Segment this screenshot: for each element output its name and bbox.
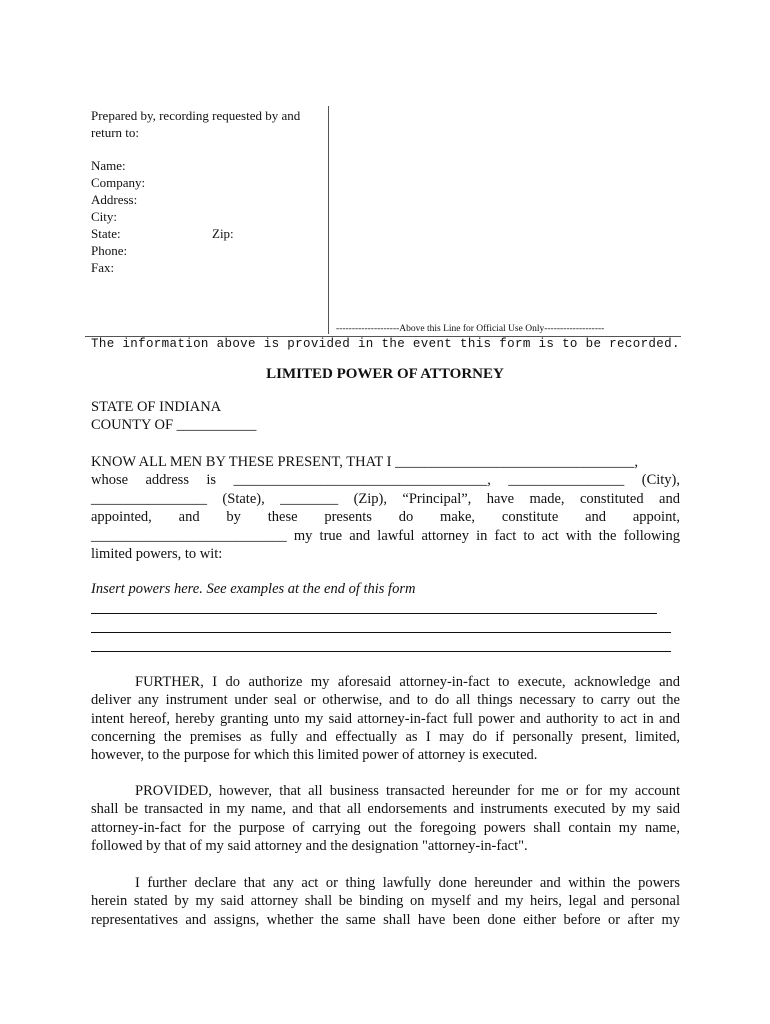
prepared-by-line1: Prepared by, recording requested by and — [91, 108, 301, 123]
field-state: State: — [91, 226, 121, 241]
contact-fields — [91, 157, 145, 276]
provided-line-3: attorney-in-fact for the purpose of carrying out the foregoing powers shall contain my name, — [91, 820, 680, 836]
powers-blank-line-2 — [91, 632, 671, 633]
intro-line-3: ________________ (State), ________ (Zip), “Principal”, have made, constituted and — [91, 491, 680, 507]
provided-line-1: PROVIDED, however, that all business transacted hereunder for me or for my account — [135, 783, 680, 799]
provided-line-4: followed by that of my said attorney and the designation "attorney-in-fact". — [91, 838, 528, 854]
powers-blank-line-1 — [91, 613, 657, 614]
field-zip: Zip: — [212, 226, 234, 241]
field-name: Name: — [91, 158, 126, 173]
field-phone: Phone: — [91, 243, 128, 258]
further-line-1: FURTHER, I do authorize my aforesaid attorney-in-fact to execute, acknowledge and — [135, 674, 680, 690]
declare-line-1: I further declare that any act or thing lawfully done hereunder and within the powers — [135, 875, 680, 891]
powers-instruction: Insert powers here. See examples at the end of this form — [91, 581, 416, 597]
prepared-by-line2: return to: — [91, 125, 140, 140]
provided-line-2: shall be transacted in my name, and that all endorsements and instruments executed by my said — [91, 801, 680, 817]
declare-line-2: herein stated by my said attorney shall be binding on myself and my heirs, legal and personal — [91, 893, 680, 909]
further-line-2: deliver any instrument under seal or otherwise, and to do all things necessary to carry out the — [91, 692, 680, 708]
declare-line-3: representatives and assigns, whether the same shall have been done either before or after my — [91, 912, 680, 928]
header-divider-vertical — [328, 106, 329, 334]
field-fax: Fax: — [91, 260, 115, 275]
further-line-5: however, to the purpose for which this limited power of attorney is executed. — [91, 747, 538, 763]
further-line-3: intent hereof, hereby granting unto my said attorney-in-fact full power and authority to act in and — [91, 711, 680, 727]
venue-state: STATE OF INDIANA — [91, 399, 222, 415]
field-address: Address: — [91, 192, 138, 207]
official-use-line: --------------------Above this Line for Official Use Only------------------- — [336, 324, 605, 334]
intro-line-4: appointed, and by these presents do make, constitute and appoint, — [91, 509, 680, 525]
intro-line-6: limited powers, to wit: — [91, 546, 223, 562]
recorded-notice: The information above is provided in the event this form is to be recorded. — [91, 337, 680, 351]
prepared-by — [91, 107, 300, 141]
intro-line-5: ___________________________ my true and lawful attorney in fact to act with the following — [91, 528, 680, 544]
further-line-4: concerning the premises as fully and effectually as I may do if personally present, limited, — [91, 729, 680, 745]
field-company: Company: — [91, 175, 146, 190]
intro-line-1: KNOW ALL MEN BY THESE PRESENT, THAT I _________________________________, — [91, 454, 638, 470]
intro-line-2: whose address is ___________________________________, ________________ (City), — [91, 472, 680, 488]
venue-county: COUNTY OF ___________ — [91, 417, 257, 433]
powers-blank-line-3 — [91, 651, 671, 652]
field-city: City: — [91, 209, 118, 224]
document-title: LIMITED POWER OF ATTORNEY — [266, 366, 504, 382]
